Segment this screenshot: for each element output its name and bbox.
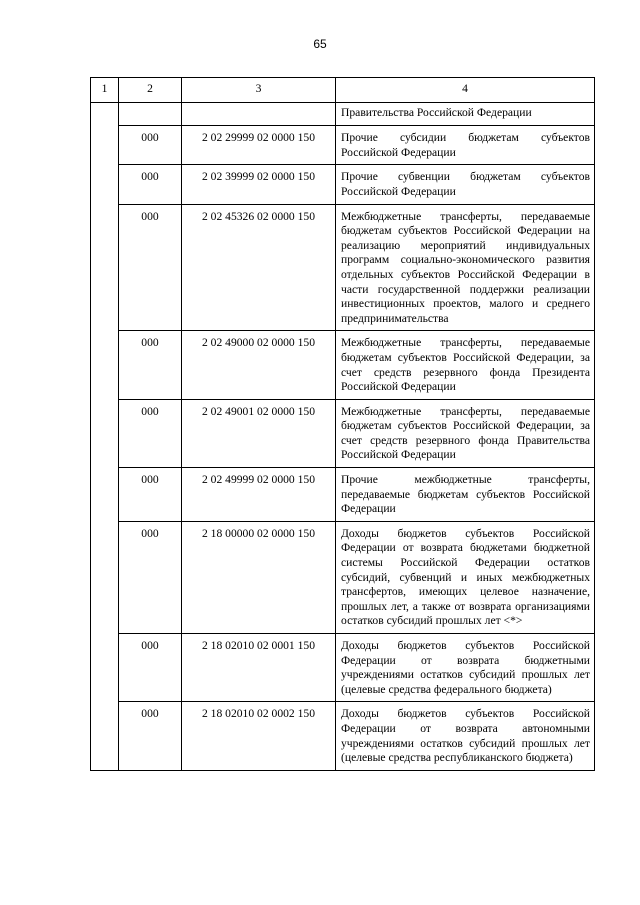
table-row	[91, 126, 595, 165]
budget-code-cell: 2 02 29999 02 0000 150	[182, 126, 336, 165]
table-row	[91, 399, 595, 467]
page-number: 65	[313, 37, 327, 51]
header-col-4: 4	[336, 78, 595, 103]
description-cell: Прочие субсидии бюджетам субъектов Российской Федерации	[336, 126, 595, 165]
admin-code-cell: 000	[119, 126, 182, 165]
budget-code-cell: 2 02 49999 02 0000 150	[182, 468, 336, 522]
admin-code-cell: 000	[119, 399, 182, 467]
budget-code-cell: 2 02 45326 02 0000 150	[182, 204, 336, 331]
table-row	[91, 702, 595, 770]
admin-code-cell: 000	[119, 331, 182, 399]
description-cell: Прочие межбюджетные трансферты, передаваемые бюджетам субъектов Российской Федерации	[336, 468, 595, 522]
description-cell: Доходы бюджетов субъектов Российской Федерации от возврата автономными учреждениями остатков субсидий прошлых лет (целевые средства республиканского бюджета)	[336, 702, 595, 770]
table-row	[91, 331, 595, 399]
budget-code-cell: 2 02 39999 02 0000 150	[182, 165, 336, 204]
description-cell: Доходы бюджетов субъектов Российской Федерации от возврата бюджетами бюджетной системы Российской Федерации остатков субсидий, субвенций и иных межбюджетных трансфертов, имеющих целевое назначение, прошлых лет, а также от возврата организациями остатков субсидий прошлых лет <*>	[336, 521, 595, 633]
admin-code-cell: 000	[119, 165, 182, 204]
table-row	[91, 468, 595, 522]
admin-code-cell: 000	[119, 521, 182, 633]
merged-col-1-cell	[91, 102, 119, 770]
table-row	[91, 165, 595, 204]
header-col-3: 3	[182, 78, 336, 103]
budget-code-cell: 2 02 49000 02 0000 150	[182, 331, 336, 399]
table-row	[91, 521, 595, 633]
budget-code-cell: 2 18 00000 02 0000 150	[182, 521, 336, 633]
header-col-1: 1	[91, 78, 119, 103]
admin-code-cell: 000	[119, 204, 182, 331]
admin-code-cell: 000	[119, 702, 182, 770]
description-cell: Межбюджетные трансферты, передаваемые бюджетам субъектов Российской Федерации, за счет средств резервного фонда Правительства Российской Федерации	[336, 399, 595, 467]
header-col-2: 2	[119, 78, 182, 103]
budget-code-cell: 2 18 02010 02 0002 150	[182, 702, 336, 770]
description-cell: Прочие субвенции бюджетам субъектов Российской Федерации	[336, 165, 595, 204]
table-row	[91, 634, 595, 702]
description-cell: Правительства Российской Федерации	[336, 102, 595, 126]
description-cell: Межбюджетные трансферты, передаваемые бюджетам субъектов Российской Федерации на реализацию мероприятий индивидуальных программ социально-экономического развития отдельных субъектов Российской Федерации в части государственной поддержки реализации инвестиционных проектов, малого и среднего предпринимательства	[336, 204, 595, 331]
admin-code-cell: 000	[119, 468, 182, 522]
description-cell: Доходы бюджетов субъектов Российской Федерации от возврата бюджетными учреждениями остатков субсидий прошлых лет (целевые средства федерального бюджета)	[336, 634, 595, 702]
budget-code-cell: 2 18 02010 02 0001 150	[182, 634, 336, 702]
budget-codes-table	[90, 77, 595, 771]
table-header-row	[91, 78, 595, 103]
table-row	[91, 102, 595, 126]
admin-code-cell: 000	[119, 634, 182, 702]
budget-code-cell: 2 02 49001 02 0000 150	[182, 399, 336, 467]
description-cell: Межбюджетные трансферты, передаваемые бюджетам субъектов Российской Федерации, за счет средств резервного фонда Президента Российской Федерации	[336, 331, 595, 399]
budget-code-cell	[182, 102, 336, 126]
admin-code-cell	[119, 102, 182, 126]
table-row	[91, 204, 595, 331]
